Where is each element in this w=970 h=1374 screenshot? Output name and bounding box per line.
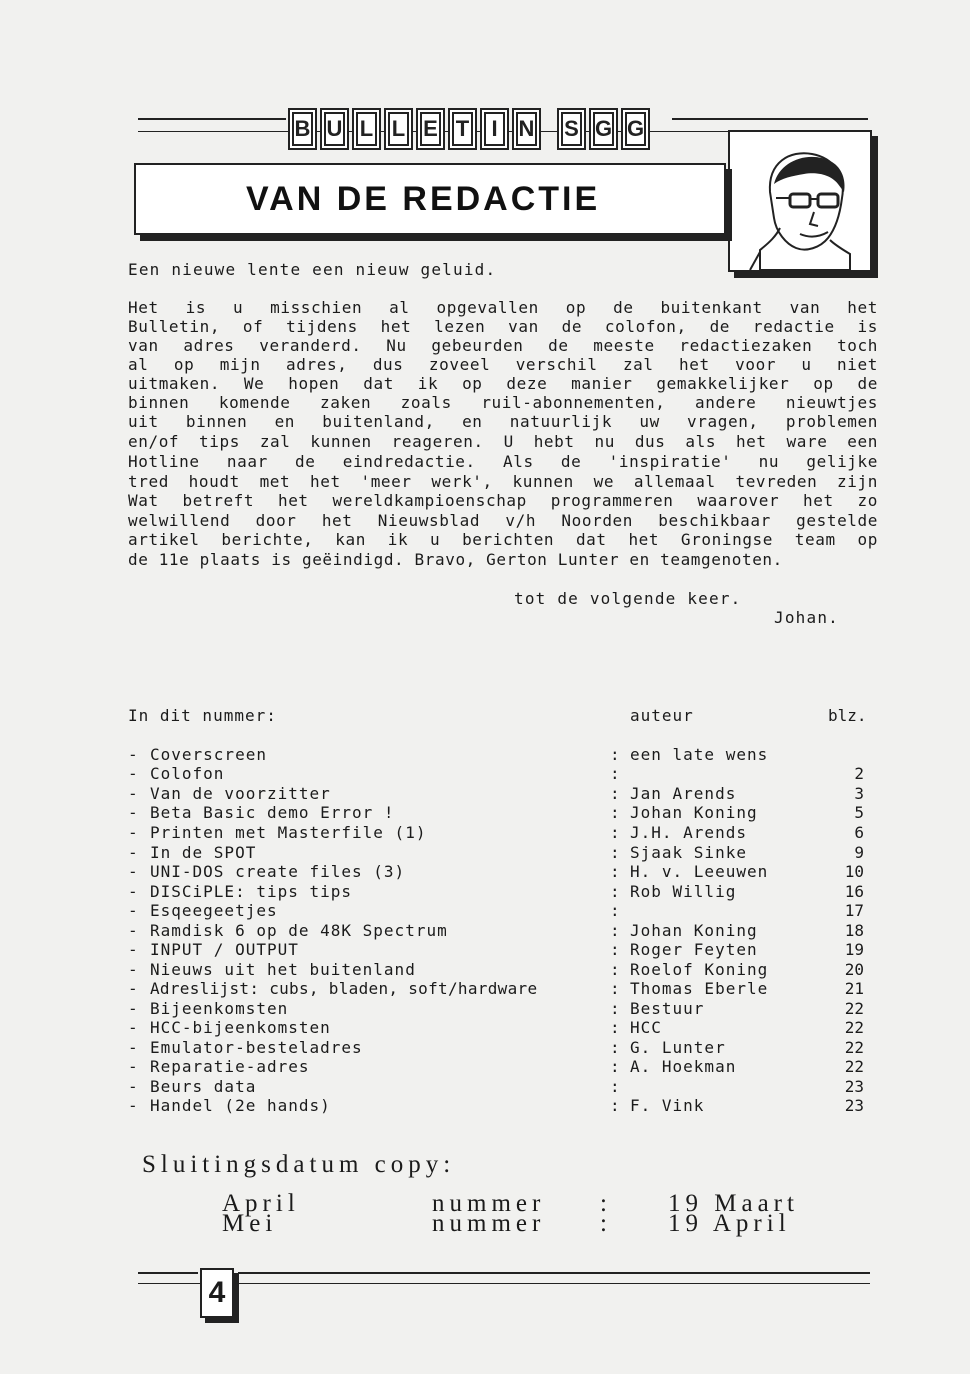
toc-author: Jan Arends <box>630 784 737 803</box>
footer-rule-right <box>238 1272 870 1274</box>
toc-row <box>128 882 878 901</box>
toc-title: Printen met Masterfile (1) <box>150 823 427 842</box>
toc-dash: - <box>128 1096 138 1115</box>
toc-colon: : <box>610 1038 620 1057</box>
editorial-line: welwillend door het Nieuwsblad v/h Noorden beschikbaar gestelde <box>128 511 878 530</box>
editorial-line: Bulletin, of tijdens het lezen van de colofon, de redactie is <box>128 317 878 336</box>
page-number: 4 <box>200 1268 234 1318</box>
toc-title: Beurs data <box>150 1077 257 1096</box>
toc-page: 18 <box>844 921 864 940</box>
toc-title: Esqeegeetjes <box>150 901 278 920</box>
toc-colon: : <box>610 745 620 764</box>
toc-author: A. Hoekman <box>630 1057 737 1076</box>
toc-colon: : <box>610 764 620 783</box>
editorial-line: Het is u misschien al opgevallen op de buitenkant van het <box>128 298 878 317</box>
section-title: VAN DE REDACTIE <box>246 180 601 218</box>
logo-letter: S <box>557 108 586 150</box>
toc-dash: - <box>128 843 138 862</box>
toc-row <box>128 921 878 940</box>
toc-dash: - <box>128 784 138 803</box>
editor-portrait <box>728 130 872 272</box>
toc-dash: - <box>128 745 138 764</box>
toc-dash: - <box>128 1038 138 1057</box>
toc-page: 9 <box>854 843 864 862</box>
toc-page: 21 <box>844 979 864 998</box>
toc-author: G. Lunter <box>630 1038 726 1057</box>
toc-author: Johan Koning <box>630 803 758 822</box>
toc-page: 19 <box>844 940 864 959</box>
toc-colon: : <box>610 921 620 940</box>
deadline-issue: April <box>222 1190 300 1217</box>
toc-dash: - <box>128 999 138 1018</box>
deadline-date: 19 Maart <box>668 1190 799 1217</box>
toc-title: Van de voorzitter <box>150 784 331 803</box>
bulletin-sgg-logo <box>288 108 650 150</box>
deadline-title: Sluitingsdatum copy: <box>142 1151 456 1178</box>
toc-colon: : <box>610 823 620 842</box>
toc-colon: : <box>610 784 620 803</box>
toc-row <box>128 940 878 959</box>
deadline-issue: Mei <box>222 1210 278 1237</box>
masthead-rule-left <box>138 118 286 120</box>
logo-letter: T <box>448 108 477 150</box>
toc-title: Emulator-besteladres <box>150 1038 363 1057</box>
toc-row <box>128 745 878 764</box>
editorial-line: van adres veranderd. Nu gebeurden de meeste redactiezaken toch <box>128 336 878 355</box>
toc-row <box>128 901 878 920</box>
toc-row <box>128 843 878 862</box>
toc-page: 23 <box>844 1077 864 1096</box>
toc-dash: - <box>128 1018 138 1037</box>
toc-title: Nieuws uit het buitenland <box>150 960 416 979</box>
toc-row <box>128 1038 878 1057</box>
toc-colon: : <box>610 999 620 1018</box>
editorial-closing: tot de volgende keer. <box>514 589 742 608</box>
toc-page: 16 <box>844 882 864 901</box>
toc-row <box>128 764 878 783</box>
toc-title: Ramdisk 6 op de 48K Spectrum <box>150 921 448 940</box>
toc-colon: : <box>610 901 620 920</box>
toc-author: H. v. Leeuwen <box>630 862 769 881</box>
toc-row <box>128 960 878 979</box>
editorial-line: al op mijn adres, dus zoveel verschil zal het voor u niet <box>128 355 878 374</box>
editorial-line: en/of tips zal kunnen reageren. U hebt nu dus als het ware een <box>128 432 878 451</box>
toc-author: Johan Koning <box>630 921 758 940</box>
toc-colon: : <box>610 862 620 881</box>
deadline-date: 19 April <box>668 1210 791 1237</box>
toc-row <box>128 1096 878 1115</box>
toc-page: 3 <box>854 784 864 803</box>
editorial-line: Wat betreft het wereldkampioenschap programmeren waarover het zo <box>128 491 878 510</box>
toc-colon: : <box>610 1077 620 1096</box>
toc-dash: - <box>128 940 138 959</box>
toc-author: Roger Feyten <box>630 940 758 959</box>
editorial-line: uitmaken. We hopen dat ik op deze manier gemakkelijker op de <box>128 374 878 393</box>
toc-header-label: In dit nummer: <box>128 706 277 725</box>
toc-row <box>128 1018 878 1037</box>
toc-colon: : <box>610 960 620 979</box>
toc-title: Bijeenkomsten <box>150 999 289 1018</box>
logo-letter: G <box>589 108 618 150</box>
toc-row <box>128 1077 878 1096</box>
toc-author: Roelof Koning <box>630 960 769 979</box>
toc-dash: - <box>128 862 138 881</box>
toc-page: 22 <box>844 1038 864 1057</box>
toc-dash: - <box>128 882 138 901</box>
toc-dash: - <box>128 979 138 998</box>
toc-title: Beta Basic demo Error ! <box>150 803 395 822</box>
toc-page: 23 <box>844 1096 864 1115</box>
logo-letter: E <box>416 108 445 150</box>
toc-dash: - <box>128 803 138 822</box>
toc-title: In de SPOT <box>150 843 257 862</box>
editorial-line: binnen komende zaken zoals ruil-abonnementen, andere nieuwtjes <box>128 393 878 412</box>
toc-row <box>128 823 878 842</box>
toc-title: Colofon <box>150 764 225 783</box>
toc-header-page: blz. <box>828 706 867 725</box>
toc-row <box>128 979 878 998</box>
editorial-line: tred houdt met het 'meer werk', kunnen we allemaal tevreden zijn <box>128 472 878 491</box>
toc-page: 6 <box>854 823 864 842</box>
toc-author: Sjaak Sinke <box>630 843 747 862</box>
logo-letter: B <box>288 108 317 150</box>
logo-letter: G <box>621 108 650 150</box>
toc-author: J.H. Arends <box>630 823 747 842</box>
toc-title: HCC-bijeenkomsten <box>150 1018 331 1037</box>
logo-letter: L <box>384 108 413 150</box>
toc-title: Adreslijst: cubs, bladen, soft/hardware <box>150 979 538 998</box>
logo-letter: N <box>512 108 541 150</box>
section-header-box <box>134 163 726 235</box>
masthead-rule-right <box>672 118 868 120</box>
toc-author: Thomas Eberle <box>630 979 769 998</box>
toc-author: Rob Willig <box>630 882 737 901</box>
editorial-signature: Johan. <box>774 608 839 627</box>
toc-author: HCC <box>630 1018 662 1037</box>
editor-portrait-drawing <box>730 132 870 270</box>
toc-header <box>128 706 878 725</box>
toc-page: 20 <box>844 960 864 979</box>
toc-author: Bestuur <box>630 999 705 1018</box>
toc-dash: - <box>128 921 138 940</box>
deadline-word: nummer <box>432 1190 546 1217</box>
toc-dash: - <box>128 960 138 979</box>
toc-title: UNI-DOS create files (3) <box>150 862 406 881</box>
toc-row <box>128 999 878 1018</box>
toc-page: 17 <box>844 901 864 920</box>
editorial-line: artikel berichte, kan ik u berichten dat het Groningse team op <box>128 530 878 549</box>
toc-colon: : <box>610 1057 620 1076</box>
logo-letter: L <box>352 108 381 150</box>
toc-colon: : <box>610 882 620 901</box>
logo-spacer <box>544 108 554 150</box>
deadline-colon: : <box>600 1210 612 1237</box>
toc-dash: - <box>128 1057 138 1076</box>
toc-page: 5 <box>854 803 864 822</box>
toc-dash: - <box>128 901 138 920</box>
toc-title: INPUT / OUTPUT <box>150 940 299 959</box>
footer-rule-left <box>138 1272 198 1274</box>
toc-page: 22 <box>844 1018 864 1037</box>
editorial-line: Hotline naar de eindredactie. Als de 'inspiratie' nu gelijke <box>128 452 878 471</box>
toc-author: F. Vink <box>630 1096 705 1115</box>
toc-dash: - <box>128 764 138 783</box>
toc-dash: - <box>128 823 138 842</box>
toc-title: Coverscreen <box>150 745 267 764</box>
logo-letter: U <box>320 108 349 150</box>
toc-colon: : <box>610 940 620 959</box>
toc-colon: : <box>610 803 620 822</box>
editorial-line: uit binnen en buitenland, en natuurlijk uw vragen, problemen <box>128 412 878 431</box>
editorial-line: de 11e plaats is geëindigd. Bravo, Gerton Lunter en teamgenoten. <box>128 550 783 569</box>
toc-row <box>128 862 878 881</box>
toc-dash: - <box>128 1077 138 1096</box>
toc-title: Handel (2e hands) <box>150 1096 331 1115</box>
toc-colon: : <box>610 1018 620 1037</box>
toc-row <box>128 784 878 803</box>
toc-row <box>128 803 878 822</box>
toc-row <box>128 1057 878 1076</box>
toc-page: 2 <box>854 764 864 783</box>
deadline-colon: : <box>600 1190 612 1217</box>
toc-title: Reparatie-adres <box>150 1057 310 1076</box>
toc-page: 10 <box>844 862 864 881</box>
deadline-word: nummer <box>432 1210 546 1237</box>
toc-title: DISCiPLE: tips tips <box>150 882 353 901</box>
toc-header-author: auteur <box>630 706 694 725</box>
toc-colon: : <box>610 1096 620 1115</box>
toc-colon: : <box>610 979 620 998</box>
toc-author: een late wens <box>630 745 769 764</box>
toc-colon: : <box>610 843 620 862</box>
editorial-intro: Een nieuwe lente een nieuw geluid. <box>128 260 497 279</box>
footer-rule-under <box>138 1283 870 1284</box>
toc-page: 22 <box>844 1057 864 1076</box>
logo-letter: I <box>480 108 509 150</box>
toc-page: 22 <box>844 999 864 1018</box>
